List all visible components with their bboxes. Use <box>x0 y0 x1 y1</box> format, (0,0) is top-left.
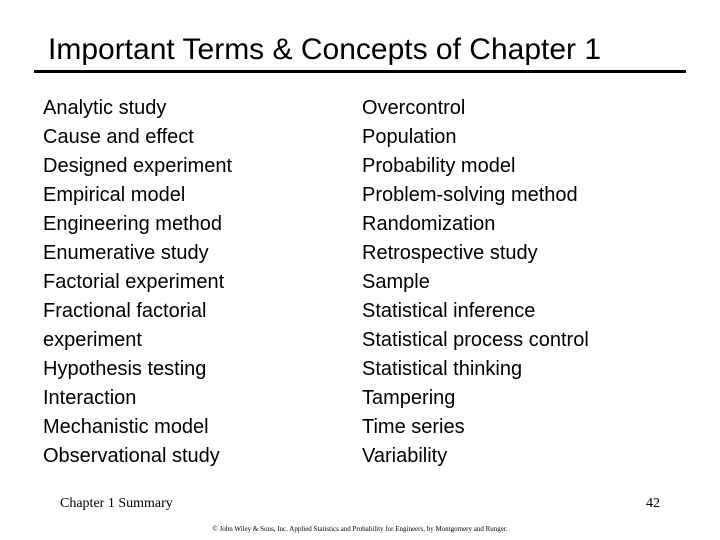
term-item: Statistical thinking <box>362 358 523 380</box>
term-item: Cause and effect <box>43 126 194 148</box>
term-item: Sample <box>362 271 430 293</box>
term-item: Observational study <box>43 445 220 467</box>
term-item: Fractional factorial <box>43 300 207 322</box>
term-item: Retrospective study <box>362 242 538 264</box>
term-item: Analytic study <box>43 97 167 119</box>
term-item: experiment <box>43 329 142 351</box>
term-item: Statistical process control <box>362 329 589 351</box>
term-item: Designed experiment <box>43 155 232 177</box>
copyright-notice: © John Wiley & Sons, Inc. Applied Statistics and Probability for Engineers, by Montgomery and Runger. <box>212 525 508 533</box>
terms-right-column <box>362 94 589 471</box>
footer-chapter-label: Chapter 1 Summary <box>60 496 173 511</box>
title-underline <box>34 70 686 73</box>
term-item: Problem-solving method <box>362 184 578 206</box>
page-number: 42 <box>646 496 660 511</box>
slide-title: Important Terms & Concepts of Chapter 1 <box>48 33 602 66</box>
term-item: Randomization <box>362 213 496 235</box>
term-item: Interaction <box>43 387 137 409</box>
term-item: Time series <box>362 416 465 438</box>
term-item: Hypothesis testing <box>43 358 207 380</box>
term-item: Enumerative study <box>43 242 209 264</box>
term-item: Overcontrol <box>362 97 466 119</box>
term-item: Mechanistic model <box>43 416 209 438</box>
terms-left-column <box>43 94 232 471</box>
term-item: Engineering method <box>43 213 223 235</box>
term-item: Statistical inference <box>362 300 536 322</box>
term-item: Population <box>362 126 457 148</box>
term-item: Tampering <box>362 387 456 409</box>
term-item: Empirical model <box>43 184 186 206</box>
term-item: Probability model <box>362 155 516 177</box>
term-item: Variability <box>362 445 448 467</box>
term-item: Factorial experiment <box>43 271 225 293</box>
